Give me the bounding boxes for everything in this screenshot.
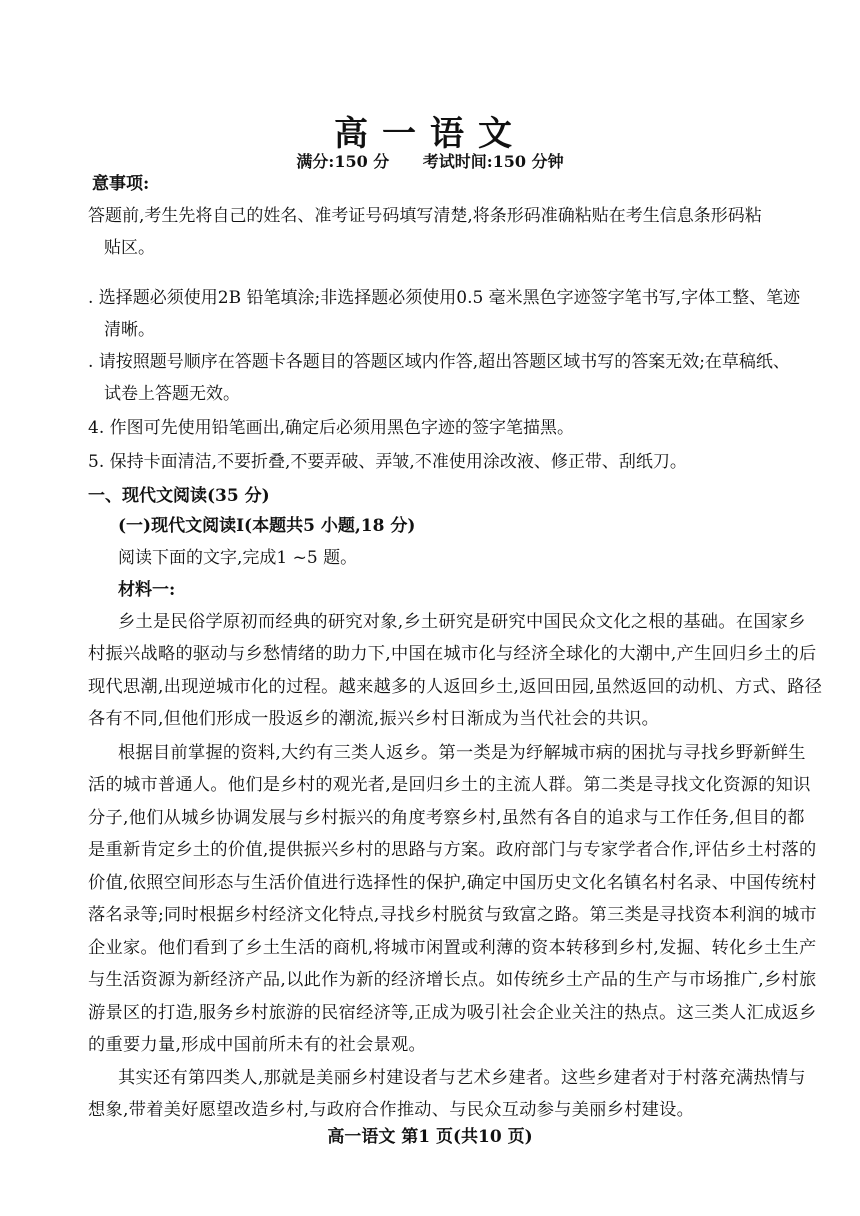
instruction: 阅读下面的文字,完成1 ~5 题。 (118, 548, 358, 568)
body-line: 想象,带着美好愿望改造乡村,与政府合作推动、与民众互动参与美丽乡村建设。 (88, 1100, 695, 1120)
body-line: 乡土是民俗学原初而经典的研究对象,乡土研究是研究中国民众文化之根的基础。在国家乡 (118, 612, 806, 632)
body-line: 游景区的打造,服务乡村旅游的民宿经济等,正成为吸引社会企业关注的热点。这三类人汇成返乡 (88, 1003, 817, 1023)
notice-line: 贴区。 (104, 238, 155, 258)
body-line: 分子,他们从城乡协调发展与乡村振兴的角度考察乡村,虽然有各自的追求与工作任务,但目的都 (88, 808, 805, 828)
body-line: 企业家。他们看到了乡土生活的商机,将城市闲置或利薄的资本转移到乡村,发掘、转化乡土生产 (88, 938, 817, 958)
body-line: 的重要力量,形成中国前所未有的社会景观。 (88, 1035, 427, 1055)
notice-line: . 选择题必须使用2B 铅笔填涂;非选择题必须使用0.5 毫米黑色字迹签字笔书写,字体工整、笔迹 (88, 288, 801, 308)
body-line: 现代思潮,出现逆城市化的过程。越来越多的人返回乡土,返回田园,虽然返回的动机、方式、路径 (88, 677, 823, 697)
body-line: 各有不同,但他们形成一股返乡的潮流,振兴乡村日渐成为当代社会的共识。 (88, 709, 660, 729)
notice-header: 意事项: (92, 174, 150, 194)
subsection-heading: (一)现代文阅读Ⅰ(本题共5 小题,18 分) (118, 516, 416, 536)
notice-line: 4. 作图可先使用铅笔画出,确定后必须用黑色字迹的签字笔描黑。 (88, 418, 575, 438)
notice-line: 答题前,考生先将自己的姓名、准考证号码填写清楚,将条形码准确粘贴在考生信息条形码粘 (88, 206, 762, 226)
section-heading: 一、现代文阅读(35 分) (88, 486, 270, 506)
notice-line: 5. 保持卡面清洁,不要折叠,不要弄破、弄皱,不准使用涂改液、修正带、刮纸刀。 (88, 452, 687, 472)
body-line: 村振兴战略的驱动与乡愁情绪的助力下,中国在城市化与经济全球化的大潮中,产生回归乡土的后 (88, 644, 817, 664)
body-line: 落名录等;同时根据乡村经济文化特点,寻找乡村脱贫与致富之路。第三类是寻找资本利润的城市 (88, 905, 817, 925)
body-line: 其实还有第四类人,那就是美丽乡村建设者与艺术乡建者。这些乡建者对于村落充满热情与 (118, 1068, 806, 1088)
notice-line: 试卷上答题无效。 (104, 384, 240, 404)
body-line: 价值,依照空间形态与生活价值进行选择性的保护,确定中国历史文化名镇名村名录、中国传统村 (88, 873, 817, 893)
material-label: 材料一: (118, 580, 176, 600)
body-line: 是重新肯定乡土的价值,提供振兴乡村的思路与方案。政府部门与专家学者合作,评估乡土村落的 (88, 840, 817, 860)
body-line: 根据目前掌握的资料,大约有三类人返乡。第一类是为纾解城市病的困扰与寻找乡野新鲜生 (118, 743, 806, 763)
page-title: 高一语文 (334, 114, 526, 154)
exam-meta: 满分:150 分 考试时间:150 分钟 (296, 152, 564, 171)
notice-line: . 请按照题号顺序在答题卡各题目的答题区域内作答,超出答题区域书写的答案无效;在草稿纸、 (88, 352, 790, 372)
notice-line: 清晰。 (104, 320, 155, 340)
body-line: 活的城市普通人。他们是乡村的观光者,是回归乡土的主流人群。第二类是寻找文化资源的知识 (88, 775, 811, 795)
page-footer: 高一语文 第1 页(共10 页) (327, 1127, 533, 1147)
body-line: 与生活资源为新经济产品,以此作为新的经济增长点。如传统乡土产品的生产与市场推广,乡村旅 (88, 970, 817, 990)
